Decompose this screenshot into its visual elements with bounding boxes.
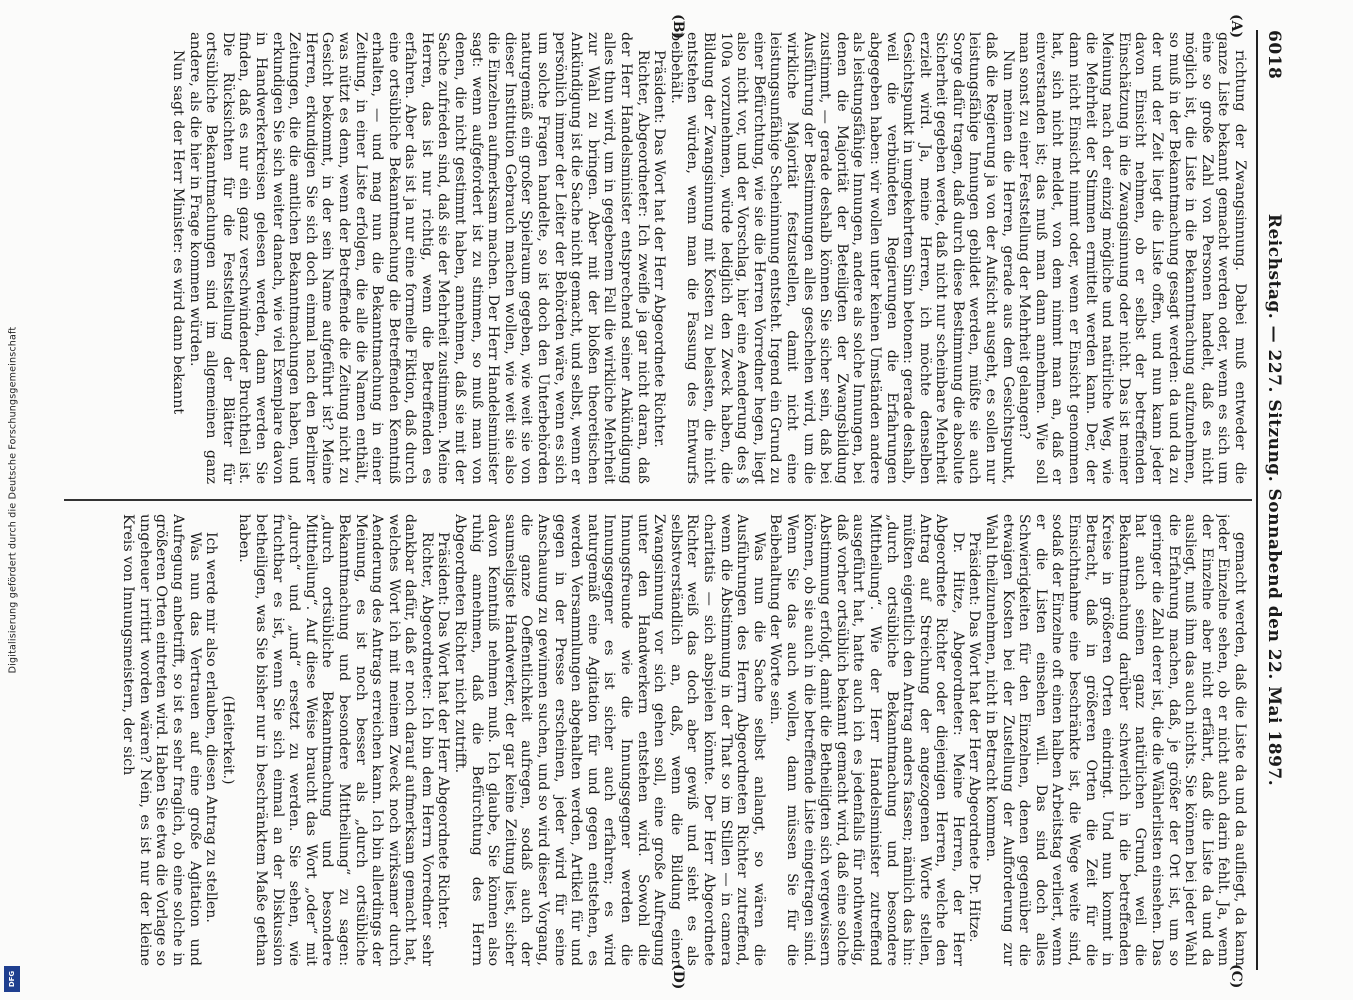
margin-marker-d: (D) — [670, 964, 686, 990]
page-number: 6018 — [1264, 30, 1284, 80]
column-divider — [64, 499, 1252, 501]
rotated-print-page — [56, 14, 1296, 990]
paragraph: Nun sagt der Herr Minister: es wird dann bekannt — [170, 50, 186, 415]
paragraph: Ich werde mir also erlauben, diesen Antrag zu stellen. — [203, 532, 220, 923]
right-text-column — [68, 514, 1248, 966]
digitization-credit-text: Digitalisierung gefördert durch die Deutsche Forschungsgemeinschaft — [7, 326, 19, 674]
paragraph: Nun meinen die Herren, gerade aus dem Gesichtspunkt, daß die Regierung ja von der Aufsicht ausgeht, es sollen nur leistungsfähige Innungen gebildet werden, müßte sie auch Sorge dafür tragen, daß durch diese Bestimmung die absolute Sicherheit gegeben werde, daß nicht nur scheinbare Mehrheit erzielt wird. Ja, meine Herren, ich möchte denselben Gesichtspunkt in umgekehrtem Sinn betonen: gerade deshalb, weil die verbündeten Regierungen die Erfahrungen abgegeben haben: wir wollen unter keinen Umständen andere als leistungsfähige Innungen, andere als solche Innungen, bei denen die Majorität der Beteiligten der Zwangsbildung zustimmt, — gerade deshalb können Sie sicher sein, daß bei Ausführung der Bestimmungen alles geschehen wird, um die wirkliche Majorität festzustellen, damit nicht eine leistungsunfähige Scheininnung entsteht. Irgend ein Grund zu einer Befürchtung, wie sie die Herren Vorredner hegen, liegt also nicht vor, und der Vorschlag, hier eine Aenderung des § 100a vorzunehmen, würde lediglich den Zweck haben, die Bildung der Zwangsinnung mit Kosten zu belasten, die nicht entstehen würden, wenn man die Fassung des Entwurfs beibehält. — [667, 32, 1016, 484]
paragraph: Richter, Abgeordneter: Ich bin dem Herrn Vorredner sehr dankbar dafür, daß er noch darauf aufmerksam gemacht hat, welches Wort ich mit meinem Zweck noch wirksamer durch Aenderung des Antrags erreichen kann. Ich bin allerdings der Meinung, es ist noch besser als „durch ortsübliche Bekanntmachung und besondere Mittheilung“ zu sagen: „durch ortsübliche Bekanntmachung und besondere Mittheilung“. Auf diese Weise braucht das Wort „oder“ mit „durch“ und „und“ ersetzt zu werden. Sie sehen, wie fruchtbar es ist, wenn Sie sich einmal an der Diskussion betheiligen, was Sie bisher nur in beschränktem Maße gethan haben. — [236, 514, 435, 966]
margin-marker-c: (C) — [1228, 964, 1244, 989]
paragraph: Präsident: Das Wort hat der Herr Abgeordnete Dr. Hitze. — [966, 532, 983, 943]
margin-marker-a: (A) — [1228, 14, 1244, 39]
margin-marker-b: (B) — [670, 14, 686, 40]
page-title: Reichstag. — 227. Sitzung. Sonnabend den 22. Mai 1897. — [1264, 213, 1284, 787]
paragraph: Präsident: Das Wort hat der Herr Abgeordnete Richter. — [651, 50, 668, 448]
paragraph: Was nun die Sache selbst anlangt, so wären die Ausführungen des Herrn Abgeordneten Richter zutreffend, wenn die Abstimmung in der That so im Stillen — in camera charitatis — sich abspielen könnte. Der Herr Abgeordnete Richter weiß das doch aber gewiß und sieht es als selbstverständlich an, daß, wenn die Bildung einer Zwangsinnung vor sich gehen soll, eine große Aufregung unter den Handwerkern entstehen wird. Sowohl die Innungsfreunde wie die Innungsgegner werden die Innungsgegner es ist sicher auch erfahren; es wird naturgemäß eine Agitation für und gegen entstehen, es werden Versammlungen abgehalten werden, Artikel für und gegen in der Presse erscheinen, jeder wird für seine Anschauung zu gewinnen suchen, und so wird dieser Vorgang, die ganze Oeffentlichkeit aufregen, sodaß auch der saumseligste Handwerker, der gar keine Zeitung liest, sicher davon Kenntniß nehmen muß. Ich glaube, Sie können also ruhig annehmen, daß die Befürchtung des Herrn Abgeordneten Richter nicht zutrifft. — [452, 514, 767, 966]
paragraph: gemacht werden, daß die Liste da und da aufliegt, da kann jeder Einzelne sehen, ob er nicht auch darin fehlt. Ja, wenn der Einzelne aber nicht erfährt, daß die Liste da und da ausliegt, muß ihm das auch nichts. Sie können bei jeder Wahl die Erfahrung machen, daß, je größer der Ort ist, um so geringer die Zahl derer ist, die die Wählerlisten einsehen. Das hat auch seinen ganz natürlichen Grund, weil die Bekanntmachung darüber schwerlich in die betreffenden Kreise in größeren Orten eindringt. Und nun kommt in Betracht, daß in größeren Orten die Zeit für die Einsichtnahme eine beschränkte ist, die Wege weite sind, sodaß der Einzelne oft einen halben Arbeitstag verliert, wenn er die Listen einsehen will. Das sind doch alles Schwierigkeiten für den Einzelnen, denen gegenüber die etwaigen Kosten bei der Zustellung der Aufforderung zur Wahl theilzunehmen, nicht in Betracht kommen. — [983, 514, 1248, 966]
dfg-logo — [4, 966, 20, 992]
paragraph: Richter, Abgeordneter: Ich zweifle ja gar nicht daran, daß der Herr Handelsminister entsprechend seiner Ankündigung alles thun wird, um in gegebenem Fall die wirkliche Mehrheit zur Wahl zu bringen. Aber mit der bloßen theoretischen Ankündigung ist die Sache nicht gemacht, und selbst, wenn er persönlich immer der Leiter der Behörden wäre, wenn es sich um solche Fragen handelte, so ist doch den Unterbehörden naturgemäß ein großer Spielraum gegeben, wie weit sie von dieser Institution Gebrauch machen wollen, wie weit sie also die Einzelnen aufmerksam machen. Der Herr Handelsminister sagt: wenn aufgefordert ist zu stimmen, so muß man von denen, die nicht gestimmt haben, annehmen, daß sie mit der Sache zufrieden sind, daß sie der Mehrheit zustimmen. Meine Herren, das ist nur richtig, wenn die Betreffenden es erfahren. Aber das ist ja nur eine formelle Fiktion, daß durch eine ortsübliche Bekanntmachung die Betreffenden Kenntniß erhalten, — und mag nun die Bekanntmachung in einer Zeitung, in einer Liste erfolgen, die alle die Namen enthält, was nützt es denn, wenn der Betreffende die Zeitung nicht zu Gesicht bekommt, in der sein Name aufgeführt ist? Meine Herren, erkundigen Sie sich doch einmal nach den Berliner Zeitungen, die die amtlichen Bekanntmachungen haben, und erkundigen Sie sich weiter danach, wie viel Exemplare davon in Handwerkerkreisen gelesen werden, dann werden Sie finden, daß es nur ein ganz verschwindender Bruchtheil ist. Die Rücksichten für die Feststellung der Blätter für ortsübliche Bekanntmachungen sind im allgemeinen ganz andere, als die hier in Frage kommen würden. — [186, 32, 651, 484]
dfg-logo-text: DFG — [8, 970, 16, 988]
paragraph: Dr. Hitze, Abgeordneter: Meine Herren, der Herr Abgeordnete Richter oder diejenigen Herren, welche den Antrag auf Streichung der angezogenen Worte stellen, müßten eigentlich den Antrag anders fassen; nämlich das hin: „durch ortsübliche Bekanntmachung und besondere Mittheilung“. Wie der Herr Handelsminister zutreffend ausgeführt hat, hatte auch ich es jedenfalls für nothwendig, daß vorher ortsüblich bekannt gemacht wird, daß eine solche Abstimmung erfolgt, damit die Betheiligten sich vergewissern können, ob sie auch in die betreffende Liste eingetragen sind. Wenn Sie das auch wollen, dann müssen Sie für die Beibehaltung der Worte sein. — [767, 514, 966, 966]
left-text-column — [68, 32, 1248, 484]
header-rule — [1256, 30, 1258, 970]
paragraph: richtung der Zwangsinnung. Dabei muß entweder die ganze Liste bekannt gemacht werden oder, wenn es sich um eine so große Zahl von Personen handelt, daß es nicht möglich ist, die Liste in die Bekanntmachung aufzunehmen, so muß in der Bekanntmachung gesagt werden: da und da zu der und der Zeit liegt die Liste offen, und nun kann jeder davon Einsicht nehmen, ob er selbst der betreffenden Einschätzung in die Zwangsinnung oder nicht. Das ist meiner Meinung nach der einzig mögliche und natürliche Weg, wie die Mehrheit der Stimmen ermittelt werden kann. Der, der dann nicht Einsicht nimmt oder, wenn er Einsicht genommen hat, sich nicht meldet, von dem nimmt man an, daß er einverstanden ist; das muß man dann annehmen. Wie soll man sonst zu einer Feststellung der Mehrheit gelangen? — [1016, 32, 1248, 484]
page-header — [1260, 30, 1288, 970]
paragraph-centered: (Heiterkeit.) — [219, 695, 236, 785]
paragraph: Was nun das Vertrauen auf eine große Agitation und Aufregung anbetrifft, so ist es sehr fraglich, ob eine solche in größeren Orten eintreten wird. Haben Sie etwa die Vorlage so ungeheuer irritirt worden wären? Nein, es ist nur der kleine Kreis von Innungsmeistern, der sich — [120, 514, 203, 966]
paragraph: Präsident: Das Wort hat der Herr Abgeordnete Richter. — [435, 532, 452, 930]
digitization-credit — [6, 16, 20, 984]
